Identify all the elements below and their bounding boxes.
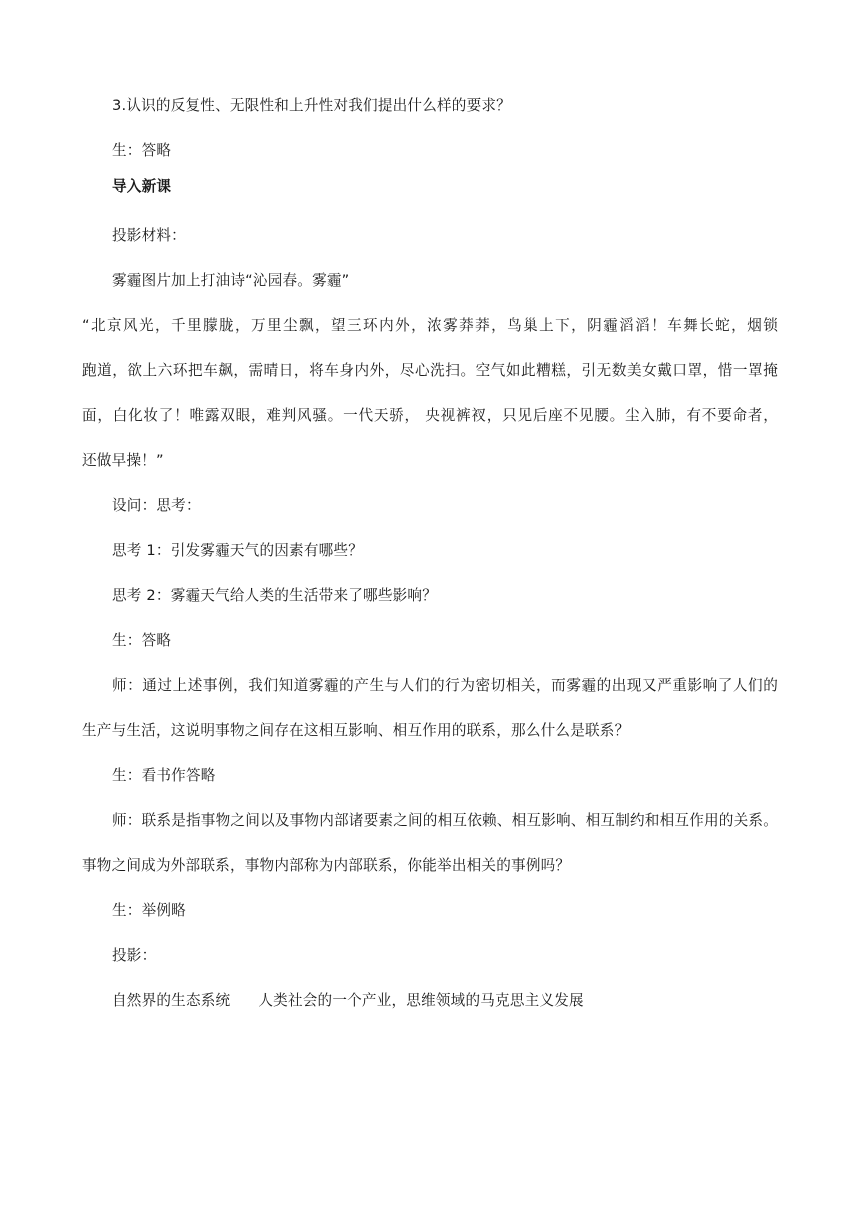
poem-line-3: 面，白化妆了！唯露双眼，难判风骚。一代天骄， 央视裤衩，只见后座不见腰。尘入肺，有不要命者， xyxy=(82,407,778,424)
teacher-remark-1-line-2: 生产与生活，这说明事物之间存在这相互影响、相互作用的联系，那么什么是联系？ xyxy=(82,722,630,739)
poem-title-line: 雾霾图片加上打油诗“沁园春。雾霾” xyxy=(112,272,350,289)
question-3: 3.认识的反复性、无限性和上升性对我们提出什么样的要求？ xyxy=(112,97,511,114)
student-answer-4: 生：举例略 xyxy=(112,902,186,919)
example-nature: 自然界的生态系统 xyxy=(112,992,231,1009)
student-answer-3: 生：看书作答略 xyxy=(112,767,216,784)
example-society-thought: 人类社会的一个产业，思维领域的马克思主义发展 xyxy=(258,992,584,1009)
projection-label: 投影材料： xyxy=(112,227,186,244)
poem-line-2: 跑道，欲上六环把车飙，需晴日，将车身内外，尽心洗扫。空气如此糟糕，引无数美女戴口罩，惜一罩掩 xyxy=(82,362,778,379)
think-question-1: 思考 1：引发雾霾天气的因素有哪些？ xyxy=(112,542,364,559)
poem-line-4: 还做早操！” xyxy=(82,452,164,469)
teacher-remark-2-line-2: 事物之间成为外部联系，事物内部称为内部联系，你能举出相关的事例吗？ xyxy=(82,857,571,874)
question-prompt: 设问：思考： xyxy=(112,497,201,514)
student-answer-1: 生：答略 xyxy=(112,142,172,159)
poem-line-1: “北京风光，千里朦胧，万里尘飘，望三环内外，浓雾莽莽，鸟巢上下，阴霾滔滔！车舞长蛇，烟锁 xyxy=(82,317,778,334)
projection-label-2: 投影： xyxy=(112,947,157,964)
section-heading-intro: 导入新课 xyxy=(112,178,172,195)
teacher-remark-2-line-1: 师：联系是指事物之间以及事物内部诸要素之间的相互依赖、相互影响、相互制约和相互作用的关系。 xyxy=(112,812,778,829)
examples-line xyxy=(112,991,584,1011)
teacher-remark-1-line-1: 师：通过上述事例，我们知道雾霾的产生与人们的行为密切相关，而雾霾的出现又严重影响了人们的 xyxy=(112,677,778,694)
think-question-2: 思考 2：雾霾天气给人类的生活带来了哪些影响？ xyxy=(112,587,437,604)
student-answer-2: 生：答略 xyxy=(112,632,172,649)
